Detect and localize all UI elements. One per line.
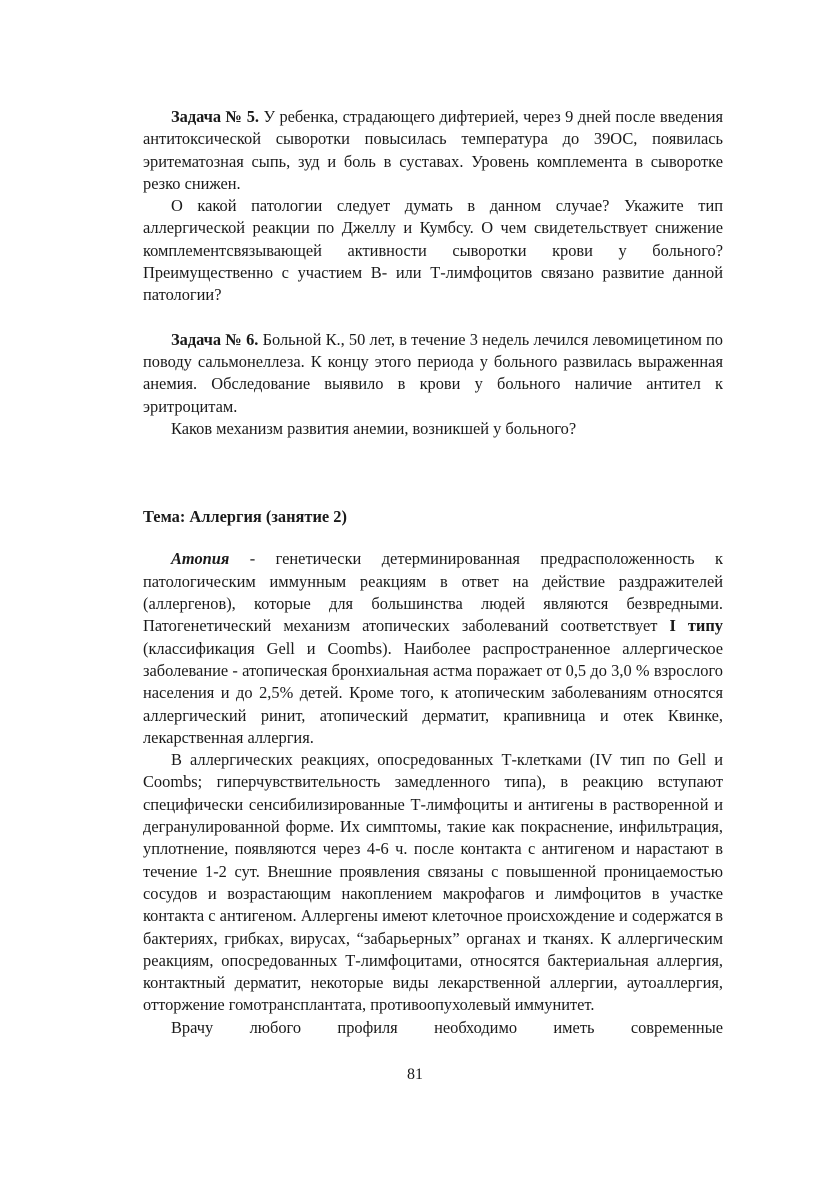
t-cells-paragraph: В аллергических реакциях, опосредованных Т-клетками (IV тип по Gell и Coombs; гиперчувствительность замедленного типа), в реакцию вступают специфически сенсибилизированные Т-лимфоциты и антигены в растворенной и дегранулированной форме. Их симптомы, такие как покраснение, инфильтрация, уплотнение, появляются через 4-6 ч. после контакта с антигеном и нарастают в течение 1-2 сут. Внешние проявления связаны с повышенной проницаемостью сосудов и возрастающим накоплением макрофагов и лимфоцитов в участке контакта с антигеном. Аллергены имеют клеточное происхождение и содержатся в бактериях, грибках, вирусах, “забарьерных” органах и тканях. К аллергическим реакциям, опосредованных Т-лимфоцитами, относятся бактериальная аллергия, контактный дерматит, некоторые виды лекарственной аллергии, аутоаллергия, отторжение гомотрансплантата, противоопухолевый иммунитет. bbox=[143, 750, 723, 1015]
task-5-text: У ребенка, страдающего дифтерией, через 9 дней после введения антитоксической сыворотки повысилась температура до 39ОС, появилась эритематозная сыпь, зуд и боль в суставах. Уровень комплемента в сыворотке резко снижен. bbox=[143, 107, 724, 193]
atopy-term: Атопия bbox=[171, 549, 230, 569]
topic-heading: Тема: Аллергия (занятие 2) bbox=[143, 507, 347, 527]
task-5-paragraph bbox=[143, 106, 723, 195]
atopy-text-1: - генетически детерминированная предрасположенность к патологическим иммунным реакциям в ответ на действие раздражителей (аллергенов), которые для большинства людей являются безвредными. Патогенетический механизм атопических заболеваний соответствует bbox=[143, 549, 723, 636]
atopy-text-2: (классификация Gell и Coombs). Наиболее распространенное аллергическое заболевание - атопическая бронхиальная астма поражает от 0,5 до 3,0 % взрослого населения и до 2,5% детей. Кроме того, к атопическим заболеваниям относятся аллергический ринит, атопический дерматит, крапивница и отек Квинке, лекарственная аллергия. bbox=[143, 638, 723, 747]
last-paragraph-line: Врачу любого профиля необходимо иметь современные bbox=[171, 1017, 723, 1037]
spacer bbox=[143, 528, 723, 548]
spacer bbox=[143, 440, 723, 506]
task-6-label: Задача № 6. bbox=[171, 329, 259, 349]
document-page bbox=[143, 106, 723, 1039]
task-6-question: Каков механизм развития анемии, возникшей у больного? bbox=[171, 418, 577, 438]
task-5-question: О какой патологии следует думать в данном случае? Укажите тип аллергической реакции по Джеллу и Кумбсу. О чем свидетельствует снижение комплементсвязывающей активности сыворотки крови у больного? Преимущественно с участием В- или Т-лимфоцитов связано развитие данной патологии? bbox=[143, 196, 723, 305]
task-6-paragraph bbox=[143, 329, 723, 418]
atopy-paragraph bbox=[143, 548, 723, 749]
page-number: 81 bbox=[407, 1066, 423, 1083]
spacer bbox=[143, 307, 723, 329]
task-6-text: Больной К., 50 лет, в течение 3 недель лечился левомицетином по поводу сальмонеллеза. К концу этого периода у больного развилась выраженная анемия. Обследование выявило в крови у больного наличие антител к эритроцитам. bbox=[143, 329, 723, 416]
task-5-label: Задача № 5. bbox=[171, 107, 260, 126]
atopy-type-bold: I типу bbox=[669, 616, 723, 636]
